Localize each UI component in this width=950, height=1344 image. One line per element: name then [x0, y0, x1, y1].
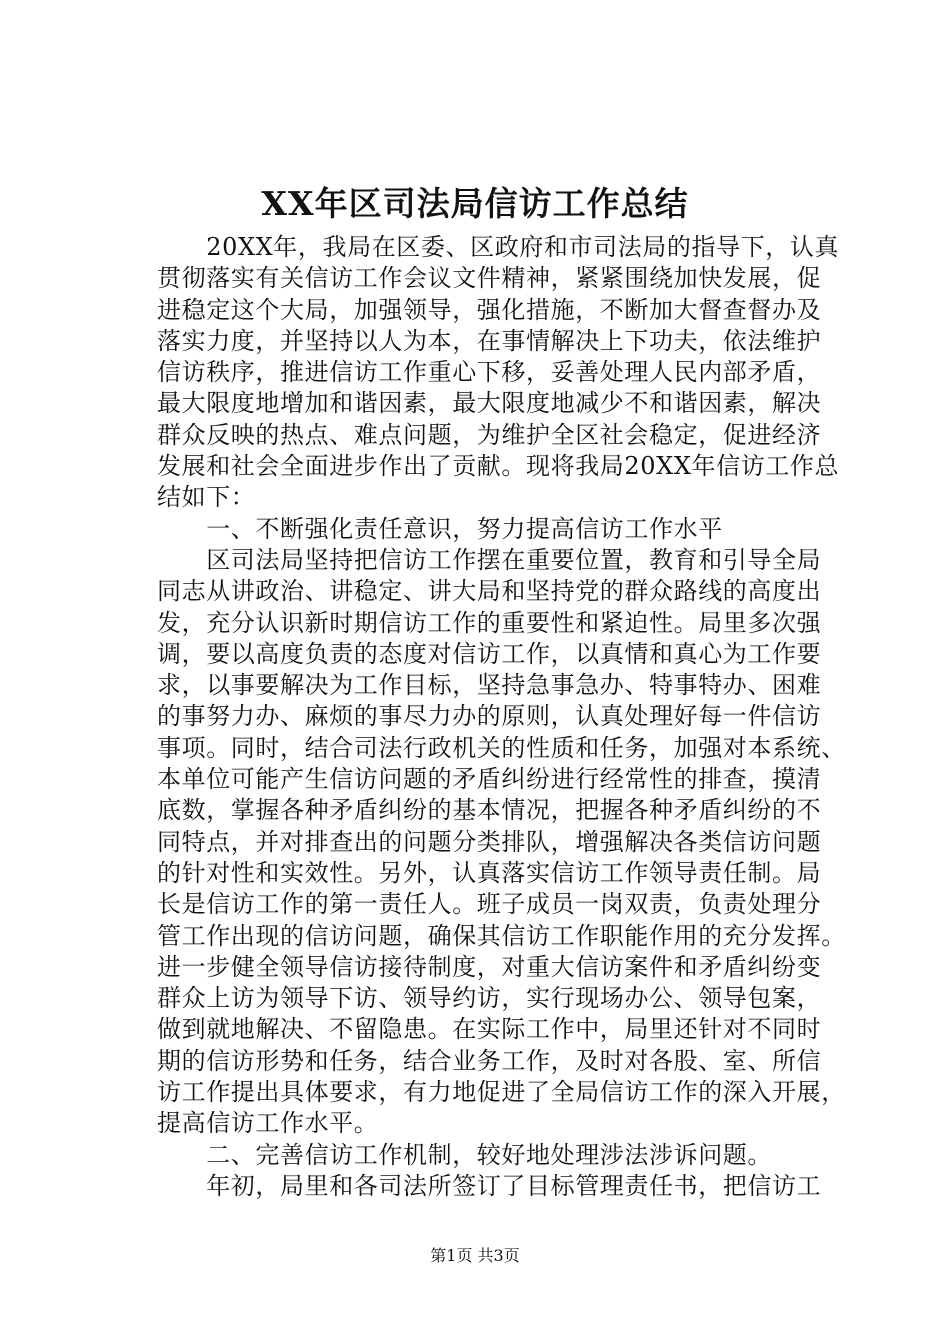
text-line: 结如下： [157, 483, 256, 512]
section-heading-1: 一、不断强化责任意识，努力提高信访工作水平 [157, 514, 723, 543]
text-line: 区司法局坚持把信访工作摆在重要位置，教育和引导全局 [157, 545, 822, 574]
section-heading-2: 二、完善信访工作机制，较好地处理涉法涉诉问题。 [157, 1140, 772, 1169]
text-line: 群众上访为领导下访、领导约访，实行现场办公、领导包案， [157, 984, 822, 1013]
text-line: 落实力度，并坚持以人为本，在事情解决上下功夫，依法维护 [157, 326, 822, 355]
text-line: 底数，掌握各种矛盾纠纷的基本情况，把握各种矛盾纠纷的不 [157, 796, 822, 825]
text-line: 的针对性和实效性。另外，认真落实信访工作领导责任制。局 [157, 858, 822, 887]
text-line: 提高信访工作水平。 [157, 1109, 379, 1138]
text-line: 发，充分认识新时期信访工作的重要性和紧迫性。局里多次强 [157, 608, 822, 637]
text-line: 群众反映的热点、难点问题，为维护全区社会稳定，促进经济 [157, 420, 822, 449]
text-line: 贯彻落实有关信访工作会议文件精神，紧紧围绕加快发展，促 [157, 264, 822, 293]
text-line: 发展和社会全面进步作出了贡献。现将我局20XX年信访工作总 [157, 452, 840, 481]
text-line: 的事努力办、麻烦的事尽力办的原则，认真处理好每一件信访 [157, 702, 822, 731]
text-line: 进一步健全领导信访接待制度，对重大信访案件和矛盾纠纷变 [157, 952, 822, 981]
page-number-footer: 第1页 共3页 [430, 1246, 520, 1265]
text-line: 求，以事要解决为工作目标，坚持急事急办、特事特办、困难 [157, 671, 822, 700]
text-line: 年初，局里和各司法所签订了目标管理责任书，把信访工 [157, 1171, 822, 1200]
text-line: 调，要以高度负责的态度对信访工作，以真情和真心为工作要 [157, 639, 822, 668]
text-line: 20XX年，我局在区委、区政府和市司法局的指导下，认真 [157, 233, 840, 261]
text-line: 本单位可能产生信访问题的矛盾纠纷进行经常性的排查，摸清 [157, 765, 822, 794]
text-line: 做到就地解决、不留隐患。在实际工作中，局里还针对不同时 [157, 1015, 822, 1044]
text-line: 信访秩序，推进信访工作重心下移，妥善处理人民内部矛盾， [157, 358, 822, 387]
text-line: 长是信访工作的第一责任人。班子成员一岗双责，负责处理分 [157, 890, 822, 919]
text-line: 访工作提出具体要求，有力地促进了全局信访工作的深入开展， [157, 1078, 846, 1107]
text-line: 事项。同时，结合司法行政机关的性质和任务，加强对本系统、 [157, 733, 846, 762]
text-line: 管工作出现的信访问题，确保其信访工作职能作用的充分发挥。 [157, 921, 846, 950]
text-line: 同志从讲政治、讲稳定、讲大局和坚持党的群众路线的高度出 [157, 577, 822, 606]
text-line: 进稳定这个大局，加强领导，强化措施，不断加大督查督办及 [157, 295, 822, 324]
text-line: 期的信访形势和任务，结合业务工作，及时对各股、室、所信 [157, 1046, 822, 1075]
text-line: 最大限度地增加和谐因素，最大限度地减少不和谐因素，解决 [157, 389, 822, 418]
text-line: 同特点，并对排查出的问题分类排队，增强解决各类信访问题 [157, 827, 822, 856]
document-body [157, 232, 846, 1202]
document-title: XX年区司法局信访工作总结 [261, 184, 689, 223]
